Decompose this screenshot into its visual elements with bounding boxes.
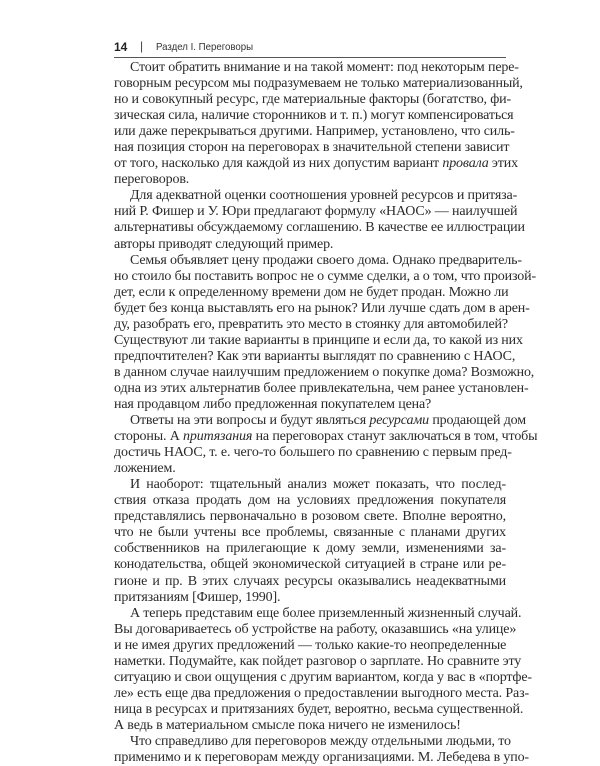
- text-segment: стороны. А: [114, 429, 184, 445]
- text-segment: ситуацию и свои ощущения с другим вариантом, когда у вас в «портфе-: [114, 669, 532, 685]
- text-line: [114, 461, 506, 477]
- text-line: [114, 669, 532, 686]
- text-line: [114, 590, 506, 606]
- text-line: [114, 509, 506, 525]
- text-line: [114, 493, 506, 509]
- text-line: [114, 284, 509, 301]
- body-text: [114, 60, 538, 766]
- text-segment: переговоров.: [114, 172, 190, 188]
- text-segment: или даже перекрываться другими. Например, установлено, что силь-: [114, 124, 515, 140]
- text-line: [114, 172, 506, 188]
- text-segment: ница в ресурсах и притязаниях будет, вероятно, весьма существенной.: [114, 701, 524, 717]
- text-line: [114, 332, 523, 349]
- text-line: [114, 605, 522, 622]
- text-segment: конодательства, общей экономической ситуацией в стране или ре-: [114, 557, 506, 573]
- text-segment: Семья объявляет цену продажи своего дома. Однако предваритель-: [130, 252, 522, 268]
- text-line: [114, 397, 506, 413]
- text-segment: но стоило бы поставить вопрос не о сумме сделки, а о том, что произой-: [114, 268, 536, 284]
- text-line: [114, 525, 506, 541]
- text-segment: продающей дом: [428, 413, 526, 429]
- text-line: [114, 380, 529, 397]
- paragraph: [114, 605, 532, 734]
- italic-term: провала: [442, 156, 489, 172]
- text-line: [114, 621, 517, 638]
- text-line: [114, 413, 526, 429]
- text-line: [114, 750, 529, 766]
- text-segment: И наоборот: тщательный анализ может показать, что послед-: [130, 477, 506, 493]
- italic-term: ресурсами: [369, 413, 429, 429]
- text-line: [114, 156, 518, 172]
- text-line: [114, 300, 530, 317]
- text-line: [114, 237, 506, 253]
- text-line: [114, 124, 515, 140]
- text-segment: А теперь представим еще более приземленный жизненный случай.: [130, 605, 522, 621]
- paragraph: [114, 413, 538, 477]
- text-segment: но и совокупный ресурс, где материальные факторы (богатство, фи-: [114, 92, 512, 108]
- text-line: [114, 718, 506, 734]
- text-segment: Вы договариваетесь об устройстве на работу, оказавшись «на улице»: [114, 621, 517, 637]
- text-line: [114, 348, 516, 365]
- text-segment: ний Р. Фишер и У. Юри предлагают формулу «НАОС» — наилучшей: [114, 204, 518, 220]
- text-line: [114, 204, 518, 220]
- text-segment: ная позиция сторон на переговорах в значительной степени зависит: [114, 140, 510, 156]
- text-line: [114, 252, 522, 269]
- text-segment: ложением.: [114, 461, 176, 477]
- text-line: [114, 60, 519, 76]
- text-segment: от того, насколько для каждой из них допустим вариант: [114, 156, 443, 172]
- text-line: [114, 268, 536, 285]
- text-segment: представлялись первоначально в розовом свете. Вполне вероятно,: [114, 509, 506, 525]
- text-segment: ствия отказа продать дом на условиях предложения покупателя: [114, 493, 506, 509]
- text-segment: одна из этих альтернатив более привлекательна, чем ранее установлен-: [114, 380, 529, 396]
- text-segment: Для адекватной оценки соотношения уровней ресурсов и притяза-: [130, 188, 518, 204]
- text-line: [114, 108, 514, 124]
- text-segment: Стоит обратить внимание и на такой момент: под некоторым пере-: [130, 60, 519, 75]
- page-number: 14: [114, 40, 128, 54]
- text-line: [114, 638, 506, 654]
- text-line: [114, 140, 510, 156]
- text-segment: авторы приводят следующий пример.: [114, 236, 334, 252]
- text-segment: применимо и к переговорам между организациями. М. Лебедева в упо-: [114, 750, 529, 766]
- text-line: [114, 76, 523, 92]
- text-line: [114, 733, 511, 750]
- text-line: [114, 685, 529, 702]
- text-segment: будет без конца выставлять его на рынок? Или лучше сдать дом в арен-: [114, 300, 530, 316]
- text-segment: что не были учтены все проблемы, связанные с планами других: [114, 525, 506, 541]
- text-line: [114, 445, 512, 461]
- text-segment: Ответы на эти вопросы и будут являться: [130, 413, 370, 429]
- text-segment: этих: [488, 156, 518, 172]
- paragraph: [114, 60, 523, 188]
- text-segment: на переговорах станут заключаться в том, чтобы: [252, 429, 538, 445]
- text-segment: зическая сила, наличие сторонников и т. п.) могут компенсироваться: [114, 108, 514, 124]
- text-segment: в данном случае наилучшим предложением о покупке дома? Возможно,: [114, 364, 535, 380]
- text-segment: дет, если к определенному времени дом не будет продан. Можно ли: [114, 284, 509, 300]
- text-segment: Что справедливо для переговоров между отдельными людьми, то: [130, 733, 511, 749]
- text-segment: говорным ресурсом мы подразумеваем не только материализованный,: [114, 76, 523, 92]
- text-segment: ду, разобрать его, превратить это место в стоянку для автомобилей?: [114, 316, 508, 332]
- text-line: [114, 701, 524, 718]
- text-segment: притязаниям [Фишер, 1990].: [114, 589, 281, 605]
- text-line: [114, 574, 506, 590]
- text-segment: гионе и пр. В этих случаях ресурсы оказывались неадекватными: [114, 573, 506, 589]
- text-line: [114, 188, 518, 204]
- text-line: [114, 557, 506, 573]
- paragraph: [114, 188, 525, 252]
- text-line: [114, 429, 538, 445]
- text-line: [114, 541, 506, 557]
- text-segment: наметки. Подумайте, как пойдет разговор о зарплате. Но сравните эту: [114, 653, 522, 669]
- running-header: [114, 39, 506, 58]
- text-segment: достичь НАОС, т. е. чего-то большего по сравнению с первым пред-: [114, 445, 512, 461]
- italic-term: притязания: [183, 429, 253, 445]
- paragraph: [114, 477, 506, 605]
- text-segment: А ведь в материальном смысле пока ничего не изменилось!: [114, 717, 461, 733]
- text-segment: альтернативы обсуждаемому соглашению. В качестве ее иллюстрации: [114, 220, 525, 236]
- text-line: [114, 364, 535, 381]
- text-segment: и не имея других предложений — только какие-то неопределенные: [114, 637, 507, 653]
- header-separator: |: [140, 39, 144, 53]
- text-segment: Существуют ли такие варианты в принципе и если да, то какой из них: [114, 332, 523, 348]
- text-line: [114, 220, 525, 236]
- text-segment: ле» есть еще два предложения о предоставлении выгодного места. Раз-: [114, 685, 529, 701]
- section-title: Раздел I. Переговоры: [156, 41, 254, 53]
- text-line: [114, 92, 512, 108]
- text-segment: собственников на прилегающие к дому земли, изменениями за-: [114, 541, 506, 557]
- text-line: [114, 317, 506, 333]
- paragraph: [114, 252, 536, 413]
- text-line: [114, 477, 506, 493]
- text-segment: ная продавцом либо предложенная покупателем цена?: [114, 396, 432, 412]
- text-line: [114, 653, 522, 670]
- text-segment: предпочтителен? Как эти варианты выглядят по сравнению с НАОС,: [114, 348, 516, 364]
